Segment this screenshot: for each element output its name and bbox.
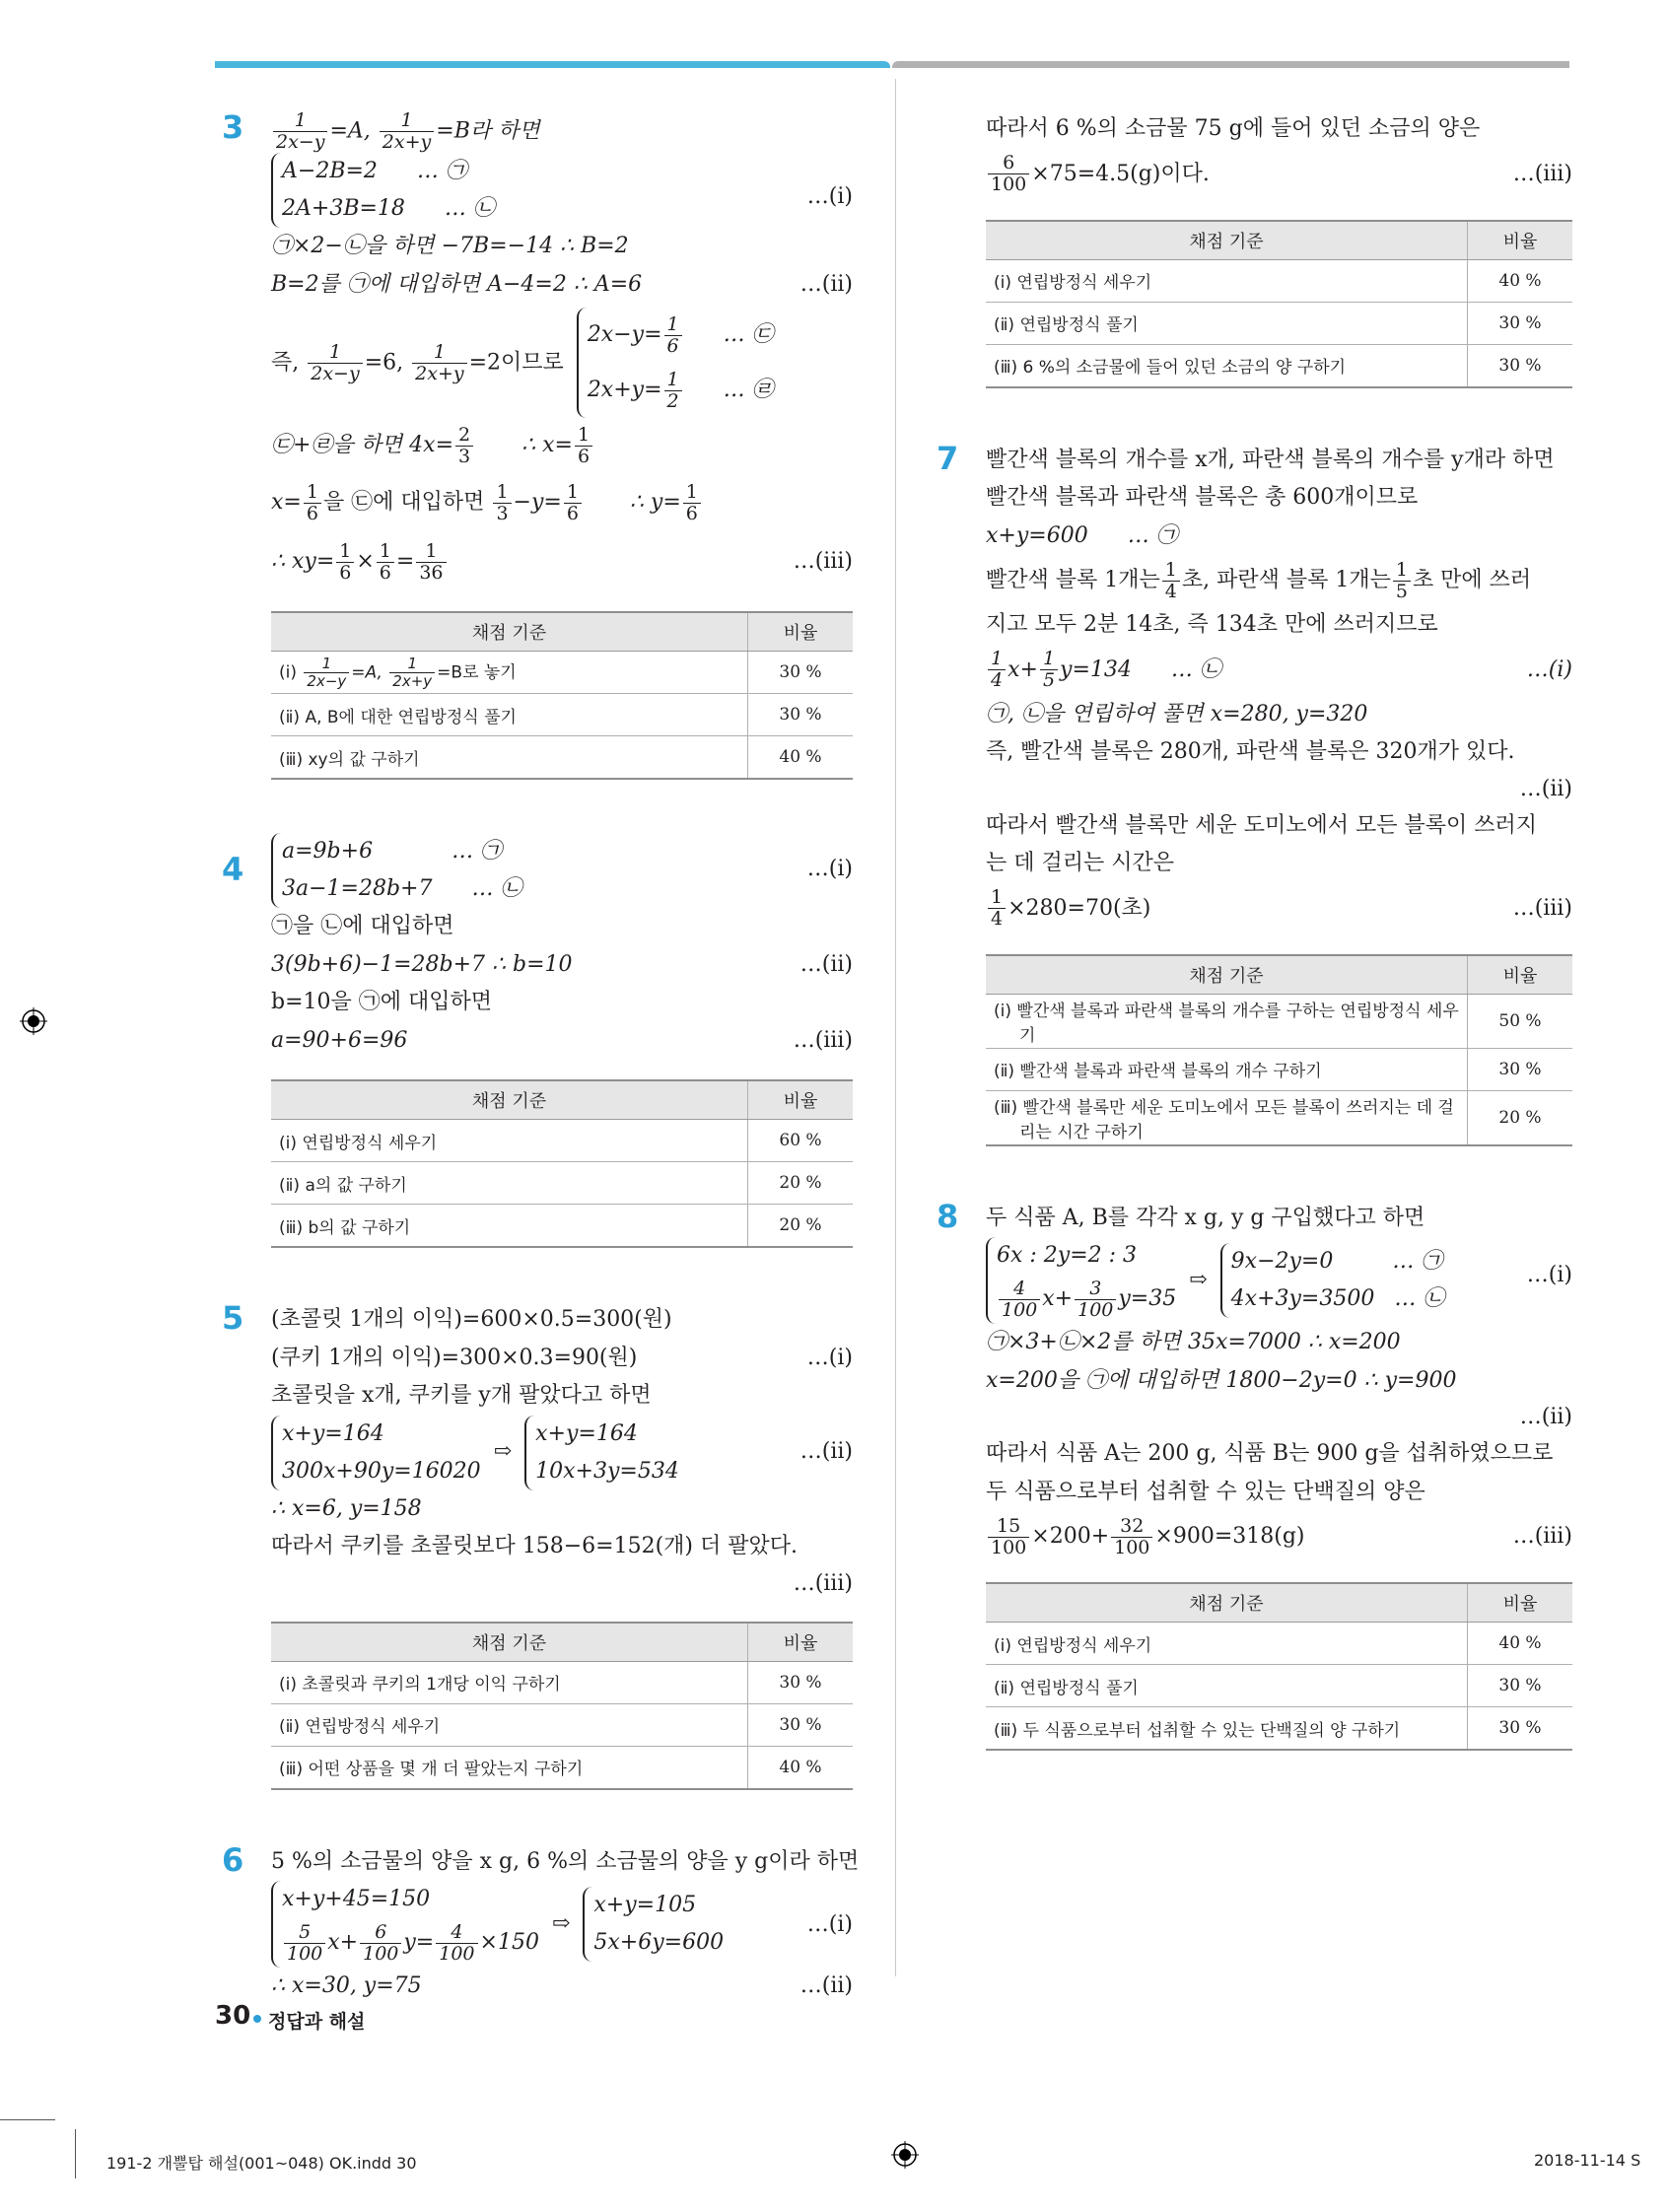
table-row: (ⅱ) 빨간색 블록과 파란색 블록의 개수 구하기 30 %: [986, 1048, 1572, 1090]
solution-line: 3(9b+6)−1=28b+7 ∴ b=10 …(ⅱ): [271, 951, 853, 977]
solution-line: $\frac{15}{100}$ ×200+ $\frac{32}{100}$ ×900=318(g) …(ⅲ): [986, 1511, 1572, 1562]
grading-table: 채점 기준 비율 (ⅰ) 연립방정식 세우기 60 % (ⅱ) a의 값 구하기 20 % (ⅲ) b의 값 구하기 20 %: [271, 1079, 853, 1248]
brace-system: x+y+45=150 $\frac{5}{100}$ x+ $\frac{6}{100}$ y= $\frac{4}{100}$ ×150: [271, 1881, 539, 1968]
solution-line: 빨간색 블록 1개는 $\frac{1}{4}$ 초, 파란색 블록 1개는 $\frac{1}{5}$ 초 만에 쓰러: [986, 558, 1532, 602]
equation-system: x+y=164 300x+90y=16020 ⇨ x+y=164 10x+3y=534 …(ⅱ): [271, 1416, 853, 1490]
brace-system: a=9b+6 … ㉠ 3a−1=28b+7 … ㉡: [271, 833, 531, 908]
solution-line: a=90+6=96 …(ⅲ): [271, 1027, 853, 1053]
top-rule-blue: [215, 61, 890, 68]
problem-number: 4: [222, 851, 244, 888]
problem-number: 5: [222, 1299, 244, 1337]
problem-5: [222, 1301, 853, 1790]
step-mark: …(ⅱ): [1519, 1405, 1572, 1429]
equation-system: a=9b+6 … ㉠ 3a−1=28b+7 … ㉡ …(ⅰ): [271, 833, 853, 908]
problem-4: [222, 833, 853, 1248]
solution-line: (초콜릿 1개의 이익)=600×0.5=300(원): [271, 1307, 672, 1332]
table-row: (ⅰ) $\frac{1}{2x-y}$ =A, $\frac{1}{2x+y}$ =B로 놓기 30 %: [271, 652, 853, 694]
solution-line: $\frac{1}{4}$ x+ $\frac{1}{5}$ y=134 … ㉡ …(ⅰ): [986, 645, 1572, 696]
solution-line: 즉, 빨간색 블록은 280개, 파란색 블록은 320개가 있다.: [986, 739, 1515, 764]
registration-mark-icon: [891, 2141, 919, 2169]
solution-line: 지고 모두 2분 14초, 즉 134초 만에 쓰러지므로: [986, 612, 1438, 637]
table-row: (ⅰ) 연립방정식 세우기 60 %: [271, 1120, 853, 1162]
brace-system: 6x : 2y=2 : 3 $\frac{4}{100}$ x+ $\frac{3}{100}$ y=35: [986, 1237, 1176, 1324]
solution-line: ㉢+㉣을 하면 4x= $\frac{2}{3}$ ∴ x= $\frac{1}{6}$: [271, 418, 853, 473]
solution-line: b=10을 ㉠에 대입하면: [271, 990, 493, 1014]
solution-line: 초콜릿을 x개, 쿠키를 y개 팔았다고 하면: [271, 1383, 652, 1408]
solution-line: 는 데 걸리는 시간은: [986, 851, 1174, 875]
step-mark: …(ⅰ): [806, 184, 853, 209]
section-label: 정답과 해설: [268, 2011, 366, 2033]
solution-line: 5 %의 소금물의 양을 x g, 6 %의 소금물의 양을 y g이라 하면: [271, 1848, 860, 1874]
top-rule-gray: [892, 61, 1569, 68]
implies-arrow: ⇨: [551, 1910, 571, 1936]
equation-system: x+y+45=150 $\frac{5}{100}$ x+ $\frac{6}{100}$ y= $\frac{4}{100}$ ×150 ⇨ x+y=105 5x+6y=600 …(ⅰ): [271, 1881, 853, 1968]
registration-mark-icon: [20, 1007, 47, 1035]
solution-line: (쿠키 1개의 이익)=300×0.3=90(원) …(ⅰ): [271, 1345, 853, 1370]
table-row: (ⅲ) 어떤 상품을 몇 개 더 팔았는지 구하기 40 %: [271, 1746, 853, 1789]
print-slug-date: 2018-11-14 S: [1534, 2151, 1641, 2170]
problem-7: [937, 439, 1572, 1146]
solution-line: $\frac{1}{2x-y}$ =A, $\frac{1}{2x+y}$ =B라 하면: [271, 110, 853, 153]
right-column: [937, 110, 1572, 1751]
solution-line: 따라서 쿠키를 초콜릿보다 158−6=152(개) 더 팔았다.: [271, 1534, 799, 1558]
brace-system: 2x−y= $\frac{1}{6}$ … ㉢ 2x+y= $\frac{1}{2}$ … ㉣: [577, 308, 783, 418]
equation-system: 6x : 2y=2 : 3 $\frac{4}{100}$ x+ $\frac{3}{100}$ y=35 ⇨ 9x−2y=0 … ㉠ 4x+3y=3500 … ㉡ …(ⅰ): [986, 1237, 1572, 1324]
solution-line: ∴ x=6, y=158: [271, 1495, 422, 1521]
solution-line: x= $\frac{1}{6}$ 을 ㉢에 대입하면 $\frac{1}{3}$ −y= $\frac{1}{6}$ ∴ y= $\frac{1}{6}$: [271, 473, 853, 532]
bullet-icon: [253, 2015, 261, 2023]
table-row: (ⅰ) 연립방정식 세우기 40 %: [986, 259, 1572, 302]
page-number: 30: [215, 2001, 251, 2031]
print-slug-file: 191-2 개뿔탑 해설(001~048) OK.indd 30: [106, 2154, 417, 2173]
solution-line: ㉠, ㉡을 연립하여 풀면 x=280, y=320: [986, 701, 1368, 726]
implies-arrow: ⇨: [493, 1439, 513, 1465]
solution-line: $\frac{1}{4}$ ×280=70(초) …(ⅲ): [986, 883, 1572, 934]
crop-mark: [0, 2119, 55, 2120]
solution-line: 따라서 빨간색 블록만 세운 도미노에서 모든 블록이 쓰러지: [986, 812, 1538, 838]
problem-6-continued: [937, 110, 1572, 388]
grading-table: 채점 기준 비율 (ⅰ) $\frac{1}{2x-y}$ =A, $\frac{1}{2x+y}$ =B로 놓기 30 % (ⅱ) A, B에 대한 연립방정식 풀기 30 % (ⅲ) xy의 값 구하기 40 %: [271, 611, 853, 780]
problem-3: [222, 110, 853, 780]
problem-6: [222, 1840, 860, 2006]
brace-system: 9x−2y=0 … ㉠ 4x+3y=3500 … ㉡: [1220, 1243, 1454, 1318]
problem-number: 3: [222, 108, 244, 146]
solution-line: 따라서 6 %의 소금물 75 g에 들어 있던 소금의 양은: [986, 116, 1481, 141]
problem-8: [937, 1197, 1572, 1752]
grading-table: 채점 기준 비율 (ⅰ) 빨간색 블록과 파란색 블록의 개수를 구하는 연립방정식 세우기 50 % (ⅱ) 빨간색 블록과 파란색 블록의 개수 구하기 30 % (ⅲ) 빨간색 블록만 세운 도미노에서 모든 블록이 쓰러지는 데 걸리는 시간 구하기 20 %: [986, 954, 1572, 1146]
step-mark: …(ⅲ): [793, 1570, 853, 1596]
solution-line: ㉠×2−㉡을 하면 −7B=−14 ∴ B=2: [271, 234, 629, 258]
table-row: (ⅱ) A, B에 대한 연립방정식 풀기 30 %: [271, 694, 853, 736]
brace-system: x+y=105 5x+6y=600: [583, 1887, 724, 1962]
brace-system: A−2B=2 … ㉠ 2A+3B=18 … ㉡: [271, 153, 504, 228]
table-row: (ⅱ) 연립방정식 풀기 30 %: [986, 302, 1572, 344]
solution-line: 따라서 식품 A는 200 g, 식품 B는 900 g을 섭취하였으므로: [986, 1441, 1554, 1466]
grading-table: 채점 기준 비율 (ⅰ) 연립방정식 세우기 40 % (ⅱ) 연립방정식 풀기 30 % (ⅲ) 6 %의 소금물에 들어 있던 소금의 양 구하기 30 %: [986, 220, 1572, 388]
solution-line: ∴ x=30, y=75 …(ⅱ): [271, 1973, 853, 1998]
problem-number: 6: [222, 1840, 244, 1879]
table-row: (ⅲ) 6 %의 소금물에 들어 있던 소금의 양 구하기 30 %: [986, 344, 1572, 387]
implies-arrow: ⇨: [1189, 1267, 1208, 1292]
table-row: (ⅱ) 연립방정식 풀기 30 %: [986, 1665, 1572, 1707]
solution-line: ∴ xy= $\frac{1}{6}$ × $\frac{1}{6}$ = $\frac{1}{36}$ …(ⅲ): [271, 539, 853, 584]
solution-line: ㉠×3+㉡×2를 하면 35x=7000 ∴ x=200: [986, 1330, 1401, 1354]
grading-table: 채점 기준 비율 (ⅰ) 초콜릿과 쿠키의 1개당 이익 구하기 30 % (ⅱ) 연립방정식 세우기 30 % (ⅲ) 어떤 상품을 몇 개 더 팔았는지 구하기 40 %: [271, 1622, 853, 1790]
left-column: [222, 108, 860, 2006]
table-row: (ⅲ) 빨간색 블록만 세운 도미노에서 모든 블록이 쓰러지는 데 걸리는 시간 구하기 20 %: [986, 1090, 1572, 1145]
equation-system: [271, 153, 853, 228]
table-row: (ⅲ) xy의 값 구하기 40 %: [271, 736, 853, 780]
brace-system: x+y=164 10x+3y=534: [524, 1416, 679, 1490]
solution-line: 빨간색 블록과 파란색 블록은 총 600개이므로: [986, 485, 1419, 510]
solution-line: 두 식품 A, B를 각각 x g, y g 구입했다고 하면: [986, 1205, 1425, 1230]
brace-system: x+y=164 300x+90y=16020: [271, 1416, 481, 1490]
solution-line: $\frac{6}{100}$ ×75=4.5(g)이다. …(ⅲ): [986, 149, 1572, 200]
solution-line: 두 식품으로부터 섭취할 수 있는 단백질의 양은: [986, 1479, 1425, 1504]
solution-line: 즉, $\frac{1}{2x-y}$ =6, $\frac{1}{2x+y}$ =2이므로 2x−y= $\frac{1}{6}$ … ㉢ 2x+y= $\frac{1}{2}$ … ㉣: [271, 308, 853, 418]
table-row: (ⅲ) b의 값 구하기 20 %: [271, 1205, 853, 1248]
problem-number: 7: [937, 439, 959, 477]
table-row: (ⅱ) a의 값 구하기 20 %: [271, 1162, 853, 1205]
table-row: (ⅲ) 두 식품으로부터 섭취할 수 있는 단백질의 양 구하기 30 %: [986, 1707, 1572, 1751]
step-mark: …(ⅱ): [1519, 776, 1572, 801]
table-row: (ⅰ) 빨간색 블록과 파란색 블록의 개수를 구하는 연립방정식 세우기 50 %: [986, 994, 1572, 1048]
solution-line: 빨간색 블록의 개수를 x개, 파란색 블록의 개수를 y개라 하면: [986, 447, 1555, 472]
solution-line: x=200을 ㉠에 대입하면 1800−2y=0 ∴ y=900: [986, 1367, 1457, 1393]
solution-line: x+y=600 … ㉠: [986, 522, 1178, 548]
solution-line: B=2를 ㉠에 대입하면 A−4=2 ∴ A=6 …(ⅱ): [271, 271, 853, 297]
table-row: (ⅰ) 초콜릿과 쿠키의 1개당 이익 구하기 30 %: [271, 1661, 853, 1703]
solution-line: ㉠을 ㉡에 대입하면: [271, 914, 454, 938]
table-row: (ⅱ) 연립방정식 세우기 30 %: [271, 1703, 853, 1746]
problem-number: 8: [937, 1197, 959, 1235]
grading-table: 채점 기준 비율 (ⅰ) 연립방정식 세우기 40 % (ⅱ) 연립방정식 풀기 30 % (ⅲ) 두 식품으로부터 섭취할 수 있는 단백질의 양 구하기 30 %: [986, 1582, 1572, 1751]
crop-mark: [75, 2129, 76, 2178]
column-divider: [895, 79, 896, 1976]
table-row: (ⅰ) 연립방정식 세우기 40 %: [986, 1623, 1572, 1665]
